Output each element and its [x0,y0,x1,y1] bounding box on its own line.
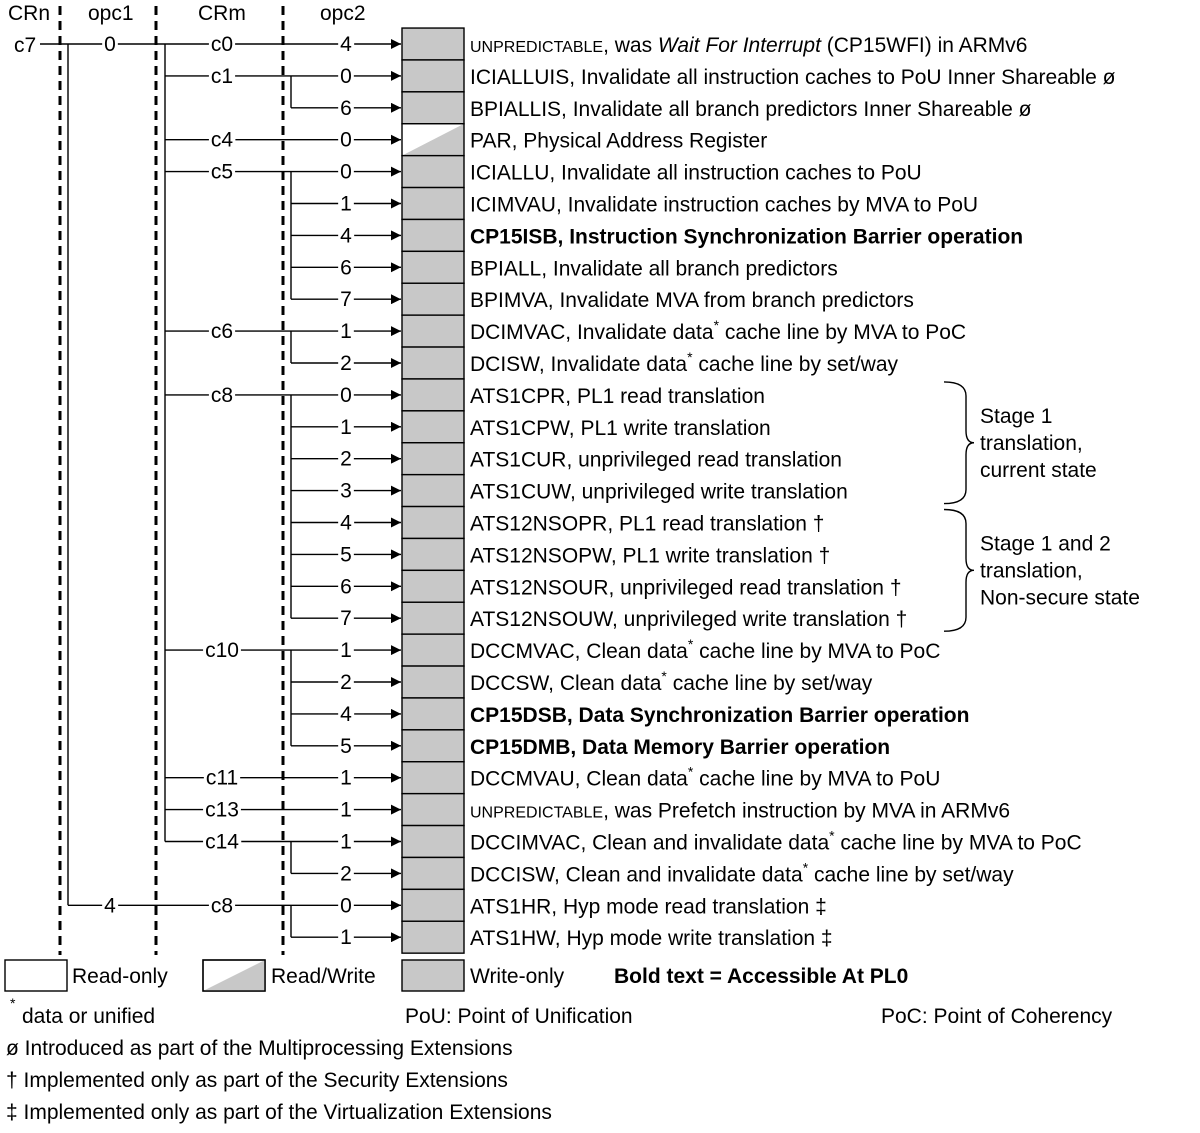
translation-brace [944,510,974,632]
description-segment: ATS1HR, Hyp mode read translation ‡ [470,895,827,919]
register-cell-write-only [402,188,464,220]
register-cell-write-only [402,889,464,921]
description-segment: , was [603,34,658,57]
connection-wires [40,33,401,949]
footnote-star: * [802,859,809,876]
crm-label: c0 [210,33,234,56]
register-cell-write-only [402,666,464,698]
description-segment: ICIALLUIS, Invalidate all instruction caches to PoU Inner Shareable ø [470,65,1116,89]
register-cell-write-only [402,283,464,315]
opc2-label: 2 [340,447,352,471]
footnote-poc: PoC: Point of Coherency [881,1005,1113,1028]
legend [5,960,908,991]
brace-label: Non-secure state [980,586,1140,610]
opc2-label: 1 [340,830,352,854]
register-cell-write-only [402,857,464,889]
register-cell-write-only [402,28,464,60]
legend-read-only-label: Read-only [72,965,168,988]
description-segment: (CP15WFI) in ARMv6 [820,34,1028,57]
brace-label: translation, [980,559,1083,583]
description-segment: ATS12NSOPR, PL1 read translation † [470,512,825,536]
legend-bold-note: Bold text = Accessible At PL0 [614,965,909,988]
register-description [470,130,767,153]
register-cell-write-only [402,634,464,666]
opc2-label: 7 [340,288,352,312]
register-description [470,895,827,918]
opc2-label: 6 [340,256,352,280]
description-segment: ATS1CPW, PL1 write translation [470,416,771,440]
description-segment: ATS1CUW, unprivileged write translation [470,480,848,504]
description-segment: ATS1CUR, unprivileged read translation [470,448,842,472]
register-cell-write-only [402,251,464,283]
opc2-label: 2 [340,671,352,694]
register-description [470,34,1027,57]
opc2-label: 1 [340,798,352,822]
register-cell-write-only [402,507,464,539]
register-description [470,385,765,408]
register-description [470,66,1116,89]
opc2-label: 0 [340,894,352,918]
register-cell-write-only [402,379,464,411]
register-cell-write-only [402,730,464,762]
crm-label: c1 [210,64,234,88]
register-description [470,608,907,631]
description-segment: CP15DSB, Data Synchronization Barrier operation [470,703,970,727]
register-description [470,927,833,950]
register-description [470,98,1032,121]
opc2-label: 6 [340,575,352,599]
footnote-star: * [687,636,694,653]
footnote-security: † Implemented only as part of the Security Extensions [6,1069,508,1092]
description-segment: DCCMVAU, Clean data [470,767,688,791]
legend-write-only-label: Write-only [470,965,565,988]
description-segment: Wait For Interrupt [657,34,821,57]
opc2-label: 2 [340,352,352,375]
description-segment: cache line by MVA to PoC [834,831,1082,855]
translation-brace [944,382,974,504]
opc1-label: 0 [104,33,116,56]
header-opc2: opc2 [320,2,366,25]
description-segment: cache line by set/way [692,353,898,376]
description-segment: DCCISW, Clean and invalidate data [470,863,803,887]
register-cell-write-only [402,570,464,602]
crm-label: c8 [210,894,234,918]
legend-read-write-label: Read/Write [271,965,376,988]
register-description [470,225,1023,248]
description-segment: ATS1CPR, PL1 read translation [470,384,765,408]
register-description [470,449,842,472]
crm-label: c14 [205,830,239,854]
register-description [470,859,1014,886]
brace-label: Stage 1 and 2 [980,532,1111,556]
header-crn: CRn [8,2,51,25]
description-segment: BPIALL, Invalidate all branch predictors [470,257,838,281]
description-segment: BPIMVA, Invalidate MVA from branch predictors [470,289,914,313]
opc2-label: 5 [340,734,352,758]
description-segment: ATS12NSOUW, unprivileged write translation † [470,608,908,632]
brace-label: Stage 1 [980,404,1053,428]
opc2-label: 1 [340,766,352,790]
opc2-label: 0 [340,383,352,407]
register-description [470,289,914,312]
description-segment: DCCSW, Clean data [470,672,662,695]
crm-label: c10 [205,639,239,663]
crm-label: c13 [205,798,239,822]
footnote-star: * [661,668,667,684]
footnote-multiprocessing: ø Introduced as part of the Multiprocessing Extensions [6,1037,513,1060]
legend-write-only-swatch [402,960,464,991]
description-segment: ATS1HW, Hyp mode write translation ‡ [470,927,833,951]
description-segment: PAR, Physical Address Register [470,129,768,153]
legend-read-write-swatch [203,960,265,991]
description-segment: cache line by MVA to PoU [693,767,941,791]
brace-label: current state [980,458,1097,482]
opc2-label: 7 [340,607,352,631]
register-cell-write-only [402,698,464,730]
description-segment: cache line by set/way [666,672,873,695]
crm-label: c8 [210,383,234,407]
description-segment: UNPREDICTABLE [470,804,604,822]
opc2-label: 1 [340,415,352,439]
register-cell-write-only [402,443,464,475]
register-description [470,636,940,663]
register-cell-write-only [402,475,464,507]
description-segment: BPIALLIS, Invalidate all branch predictors Inner Shareable ø [470,97,1032,121]
footnote-star: * [829,827,835,844]
register-cell-write-only [402,411,464,443]
register-cell-write-only [402,219,464,251]
brace-label: translation, [980,431,1083,455]
register-cell-read-write [402,124,464,156]
legend-read-only-swatch [5,960,67,991]
register-description [470,736,890,759]
description-segment: UNPREDICTABLE [470,39,604,56]
register-description [470,828,1082,855]
opc2-label: 0 [340,64,352,88]
opc2-label: 4 [340,224,352,248]
footnote-pou: PoU: Point of Unification [405,1005,633,1028]
description-segment: CP15ISB, Instruction Synchronization Barrier operation [470,225,1024,249]
opc2-label: 3 [340,479,352,503]
opc2-label: 4 [340,702,352,726]
description-segment: DCIMVAC, Invalidate data [470,321,714,345]
register-description [470,481,848,504]
description-segment: cache line by set/way [808,863,1014,887]
register-description [470,317,966,344]
register-description [470,544,830,567]
opc2-label: 5 [340,543,352,567]
register-description [470,704,969,727]
opc2-label: 2 [340,862,352,886]
opc2-label: 1 [340,192,352,216]
opc2-label: 0 [340,160,352,184]
opc2-label: 1 [340,320,352,344]
opc2-label: 6 [340,96,352,120]
opc2-label: 1 [340,926,352,950]
crm-label: c4 [210,128,234,152]
description-segment: ICIMVAU, Invalidate instruction caches by MVA to PoU [470,193,979,217]
description-segment: ICIALLU, Invalidate all instruction caches to PoU [470,161,922,185]
register-description [470,162,922,185]
description-segment: ATS12NSOPW, PL1 write translation † [470,544,831,568]
footnote-star: * [687,763,694,780]
register-cell-write-only [402,921,464,953]
description-segment: cache line by MVA to PoC [693,640,941,664]
register-description [470,668,873,695]
crm-label: c11 [205,766,239,790]
register-rows [402,28,1116,953]
footnote-star: * [713,317,720,334]
opc2-label: 4 [340,511,352,535]
register-cell-write-only [402,92,464,124]
register-cell-write-only [402,538,464,570]
register-description [470,417,771,440]
register-cell-write-only [402,156,464,188]
header-opc1: opc1 [88,2,134,25]
footnote-star: * [687,349,693,365]
description-segment: DCCMVAC, Clean data [470,640,688,664]
crm-label: c5 [210,160,234,184]
register-description [470,764,940,791]
footnote-data-or-unified: data or unified [22,1005,156,1028]
footnote-star-mark: * [10,995,16,1011]
footnotes [6,995,1113,1124]
opc2-label: 4 [340,33,352,56]
description-segment: , was Prefetch instruction by MVA in ARMv6 [603,799,1010,823]
description-segment: DCISW, Invalidate data [470,353,688,376]
register-description [470,513,824,536]
register-description [470,576,902,599]
header-crm: CRm [198,2,246,25]
register-description [470,349,898,376]
opc1-label: 4 [104,894,116,918]
register-cell-write-only [402,347,464,379]
description-segment: ATS12NSOUR, unprivileged read translation † [470,576,902,600]
description-segment: CP15DMB, Data Memory Barrier operation [470,735,891,759]
crm-label: c6 [210,320,234,344]
description-segment: DCCIMVAC, Clean and invalidate data [470,831,830,855]
register-description [470,194,978,217]
register-cell-write-only [402,315,464,347]
opc2-label: 0 [340,128,352,152]
register-description [470,257,838,280]
register-cell-write-only [402,762,464,794]
register-cell-write-only [402,60,464,92]
translation-braces [944,382,1140,631]
register-cell-write-only [402,826,464,858]
register-cell-write-only [402,602,464,634]
register-cell-write-only [402,794,464,826]
opc2-label: 1 [340,639,352,663]
register-description [470,800,1010,823]
description-segment: cache line by MVA to PoC [719,321,967,345]
crn-value: c7 [14,34,37,57]
footnote-virtualization: ‡ Implemented only as part of the Virtualization Extensions [6,1101,552,1124]
